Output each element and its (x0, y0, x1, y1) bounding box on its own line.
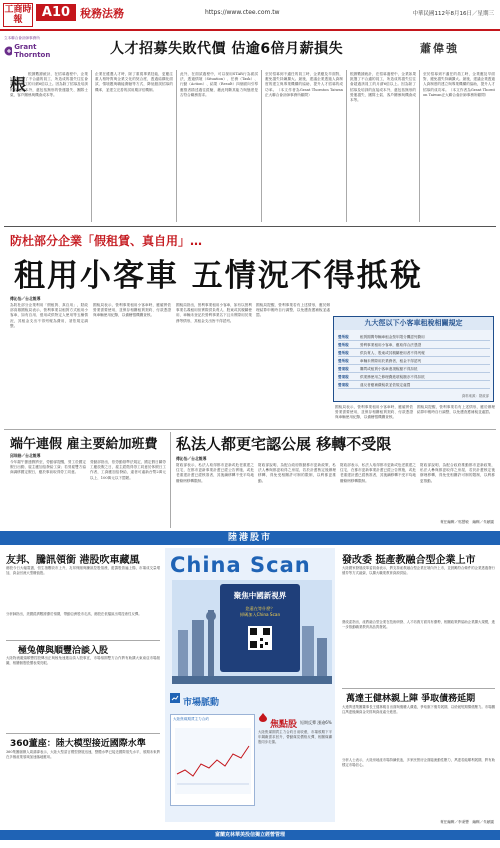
page-number: A10 (36, 4, 76, 21)
column-para-4: 至於招募到不適任的員工時，企業應及早面對，避免損失持續擴大。最後，建議企業透過人資制度的建立與專業機構的協助，提升人才招募的成功率。（本文作者為Grant Thornton Taiwan正大聯合會計師事務所顧問） (265, 72, 343, 97)
story4-editor: 責任編輯／郭慧敏 編輯／朱頤圓 (440, 520, 494, 524)
story4-para-1: 財政部表示，私法人取得都市更新或危老重建之住宅，在都市更新事業計畫已經公告實施，或危老重建計畫已經核准者，其後續移轉不受平均地權條例移轉限制。 (176, 463, 254, 483)
r2-para-1: 大連萬達集團董事長王健林親自出面與債權人溝通，爭取旗下債券展期，以紓緩短期償債壓力。市場關注萬達後續資金安排與資產處分進度。 (342, 705, 495, 714)
story2-para-4: 國稅局提醒，營利事業若有上述情形，應於辦理結算申報時自行調整，以免遭查獲補稅並處罰。 (256, 303, 330, 318)
promo-title: 聚焦中國新視界 (233, 591, 287, 600)
r1-headline: 發改委 挺產教融合型企業上市 (342, 555, 476, 566)
col-divider (176, 70, 177, 222)
column-dropcap: 根 (10, 75, 27, 94)
b-divider (6, 733, 160, 734)
focus-stock-text: 大陸焦煤期貨主力合約日前收漲，市場預期下半年鋼廠需求回升，帶動煤炭價格反彈，相關煤礦股同步走揚。 (258, 730, 332, 744)
logo-top-text: 立本聯合會計師事務所 (4, 36, 40, 40)
focus-stock-subtitle: 短期反彈 漲逾6% (300, 720, 332, 725)
logo-name: Grant Thornton (14, 43, 51, 59)
price-line-chart (171, 724, 255, 804)
infobox-row: 營業稅 違反者應補繳稅款並依規定處罰 (338, 381, 490, 389)
r1-para-1: 大陸國家發展改革委員會表示，將支持產教融合型企業在境內外上市，並鼓勵符合條件的企業透過發行債券等方式融資，以擴大職業教育資源供給。 (342, 566, 495, 575)
story4-para-2: 財政部說明，為配合政府推動都市更新政策，私法人參與都更取得之房屋，若於計畫核定後辦理移轉，得免受相關許可制的限制，以利都更推動。 (258, 463, 336, 483)
b2-headline: 極兔傳與順豐洽談入股 (18, 646, 109, 656)
infobox-row: 營業稅 購買或租賃小客車進項稅額不得扣抵 (338, 365, 490, 373)
r2-headline: 萬達王健林親上陣 爭取債務延期 (346, 694, 476, 704)
infobox-row: 營所稅 車輛未實際用於業務者，租金不得認列 (338, 357, 490, 365)
tax-rules-infobox (333, 316, 494, 402)
story2-para-2: 國稅局表示，營利事業租用小客車時，應確實依營業需要使用，並保存相關租賃契約、付款憑證與車輛使用紀錄，以備稽徵機關查核。 (93, 303, 171, 318)
r1-para-2: 發改委指出，產教融合型企業在技術研發、人才培養方面具有優勢，相關政策將協助企業擴大規模，進一步推動職業教育高品質發展。 (342, 620, 495, 629)
column-author: 蕭偉強 (420, 42, 459, 55)
china-scan-title: China Scan (170, 553, 311, 577)
newspaper-logo: 工商時報 (4, 5, 32, 25)
story4-para-3: 財政部表示，私法人取得都市更新或危老重建之住宅，在都市更新事業計畫已經公告實施，或危老重建計畫已經核准者，其後續移轉不受平均地權條例移轉限制。 (340, 463, 416, 483)
col-divider (346, 70, 347, 222)
infobox-title: 九大徑以下小客車租稅相關規定 (334, 317, 493, 330)
b-divider (6, 640, 160, 641)
market-icon (170, 693, 180, 703)
column-title: 人才招募失敗代價 估逾6倍月薪損失 (110, 41, 344, 57)
b1-headline: 友邦、騰訊領銜 港股吹車藏風 (6, 555, 140, 566)
story2-headline: 租用小客車 五情況不得抵稅 (14, 258, 423, 294)
r2-para-2: 分析人士表示，大陸房地產市場持續低迷，多家民營房企面臨流動性壓力，萬達若能順利展期，將有助穩定市場信心。 (342, 758, 495, 767)
grant-thornton-icon (4, 46, 12, 56)
story2-para-5: 國稅局表示，營利事業租用小客車時，應確實依營業需要使用，並保存相關租賃契約、付款憑證與車輛使用紀錄，以備稽徵機關查核。 (335, 405, 413, 420)
column-para-5: 根據數據統計，在招募過程中，企業如果挑選了不合適的員工，所造成的損失往往會超過該員工的月薪6倍以上。因為除了招募及培訓的直接成本外，還包括無形的營運損失、團隊士氣、客戶關係與機會成本等。 (350, 72, 416, 103)
story3-headline: 端午連假 雇主要給加班費 (10, 437, 158, 452)
story2-byline: 傅沁怡／台北報導 (10, 296, 41, 301)
promo-subtitle: 您還在等什麼？ 掃碼加入China Scan (239, 606, 281, 617)
site-url[interactable]: https://www.ctee.com.tw (205, 9, 280, 16)
footer-text: 富蘭克林華美投信獨立經營管理 (214, 832, 285, 838)
infobox-row: 營所稅 營利事業租用小客車，應取得合法憑證 (338, 341, 490, 349)
column-para-2: 企業在遴選人才時，除了重視專業技能，更應注重人格特質與企業文化的契合度，透過結構化面試、情境題與職能測驗等方式，降低錯誤招募的機率，並建立完善的試用期評估機制。 (95, 72, 173, 92)
section-name: 稅務法務 (80, 7, 124, 20)
coking-coal-chart (170, 714, 255, 806)
story3-para-2: 勞動部指出，依勞動基準法規定，國定假日屬勞工應放假之日，雇主經徵得勞工同意於休假日工作者，工資應加倍發給，違者可處新台幣2萬元以上、100萬元以下罰鍰。 (90, 460, 166, 480)
issue-date: 中華民國112年8月16日／星期三 (412, 11, 494, 17)
infobox-row: 營所稅 供負責人、股東或其親屬使用者不得列報 (338, 349, 490, 357)
column-para-3: 此外，在面試過程中，可以採用STAR行為面試法，透過情境（Situation）、任務（Task）、行動（Action）、結果（Result）四個面向引導應徵者描述過往經驗，藉此判斷其能力與態度是否符合職務需求。 (180, 72, 258, 97)
col-divider (170, 432, 171, 528)
b3-para-1: 360集團創辦人周鴻禕表示，大陸大型語言模型發展迅速，整體水準已接近國際領先水平，預期未來將在多個產業領域加速落地應用。 (6, 750, 160, 759)
infobox-row: 營所稅 租賃期間每輛車租金按年限分攤認列費用 (338, 333, 490, 341)
grant-thornton-logo (4, 36, 64, 66)
qr-code-icon[interactable] (248, 626, 272, 650)
col-divider (261, 70, 262, 222)
section-band-title: 陸港股市 (227, 533, 272, 543)
b1-para-2: 分析師指出，美國經濟數據優於預期，帶動亞洲股市走高，港股在低檔區出現技術性反彈。 (6, 612, 142, 616)
column-para-1: 根據數據統計，在招募過程中，企業如果挑選了不合適的員工，所造成的損失往往會超過該員工的月薪6倍以上。因為除了招募及培訓的直接成本外，還包括無形的營運損失、團隊士氣、客戶關係與機會成本等。 (10, 72, 88, 97)
focus-stock-title: 焦點股 (270, 720, 298, 730)
story2-kicker: 防杜部分企業「假租賃、真自用」… (10, 234, 203, 248)
b3-headline: 360董座：陸大模型接近國際水準 (10, 739, 146, 749)
masthead-rule (0, 29, 500, 31)
col-divider (419, 70, 420, 222)
story2-para-6: 國稅局提醒，營利事業若有上述情形，應於辦理結算申報時自行調整，以免遭查獲補稅並處罰。 (417, 405, 495, 415)
story2-para-3: 國稅局指出，營利事業租用小客車，如有以營利事業名義租用但實際供負責人、股東或其親屬使用、車輛未登記於營利事業名下且未實際用於業務等情形，其租金支出皆不得認列。 (176, 303, 252, 323)
infobox-source: 資料來源：財政部 (461, 394, 489, 398)
infobox-row: 營業稅 供業務使用之修理費進項稅額亦不得扣抵 (338, 373, 490, 381)
market-section-title: 市場脈動 (183, 698, 220, 708)
story3-byline: 邱琮皓／台北報導 (10, 453, 41, 458)
r2-editor: 責任編輯／李秉豐 編輯／朱頤圓 (440, 820, 494, 824)
story3-para-1: 今年端午節連假將至，勞動部提醒，勞工於國定假日出勤，雇主應加倍發給工資；若勞雇雙方協商調移國定假日，應於事前取得勞工同意。 (10, 460, 86, 475)
story4-headline: 私法人都更宅認公展 移轉不受限 (176, 435, 392, 453)
column-para-6: 至於招募到不適任的員工時，企業應及早面對，避免損失持續擴大。最後，建議企業透過人資制度的建立與專業機構的協助，提升人才招募的成功率。（本文作者為Grant Thornton Taiwan正大聯合會計師事務所顧問） (423, 72, 495, 97)
section-divider (4, 226, 496, 227)
section-divider (4, 429, 496, 430)
r-divider (342, 688, 495, 689)
b2-para-1: 大陸物流龍頭順豐控股傳出正與極兔速遞洽談入股事宜，市場預期雙方合作將有助擴大東南亞市場版圖，相關個股股價表現亮眼。 (6, 656, 160, 665)
story4-para-4: 財政部說明，為配合政府推動都市更新政策，私法人參與都更取得之房屋，若於計畫核定後辦理移轉，得免受相關許可制的限制，以利都更推動。 (420, 463, 495, 483)
story4-byline: 傅沁怡／台北報導 (176, 456, 207, 461)
flame-icon (258, 712, 268, 722)
col-divider (91, 70, 92, 222)
story2-para-1: 為防杜部分企業利用「假租賃、真自用」，財政部高雄國稅局表示，營利事業以租賃方式租用小客車，如有自用、借用或供特定人使用等五種情況，其租金支出不得列報為費用，須依規定調整。 (10, 303, 88, 328)
b1-para-1: 港股今日大幅震盪，恒生指數收市上升，友邦保險與騰訊控股領漲，藍籌股普遍上揚，市場成交量增加，資金回流大型權值股。 (6, 566, 160, 575)
chart-caption: 大陸焦煤期貨主力合約 (173, 717, 209, 721)
